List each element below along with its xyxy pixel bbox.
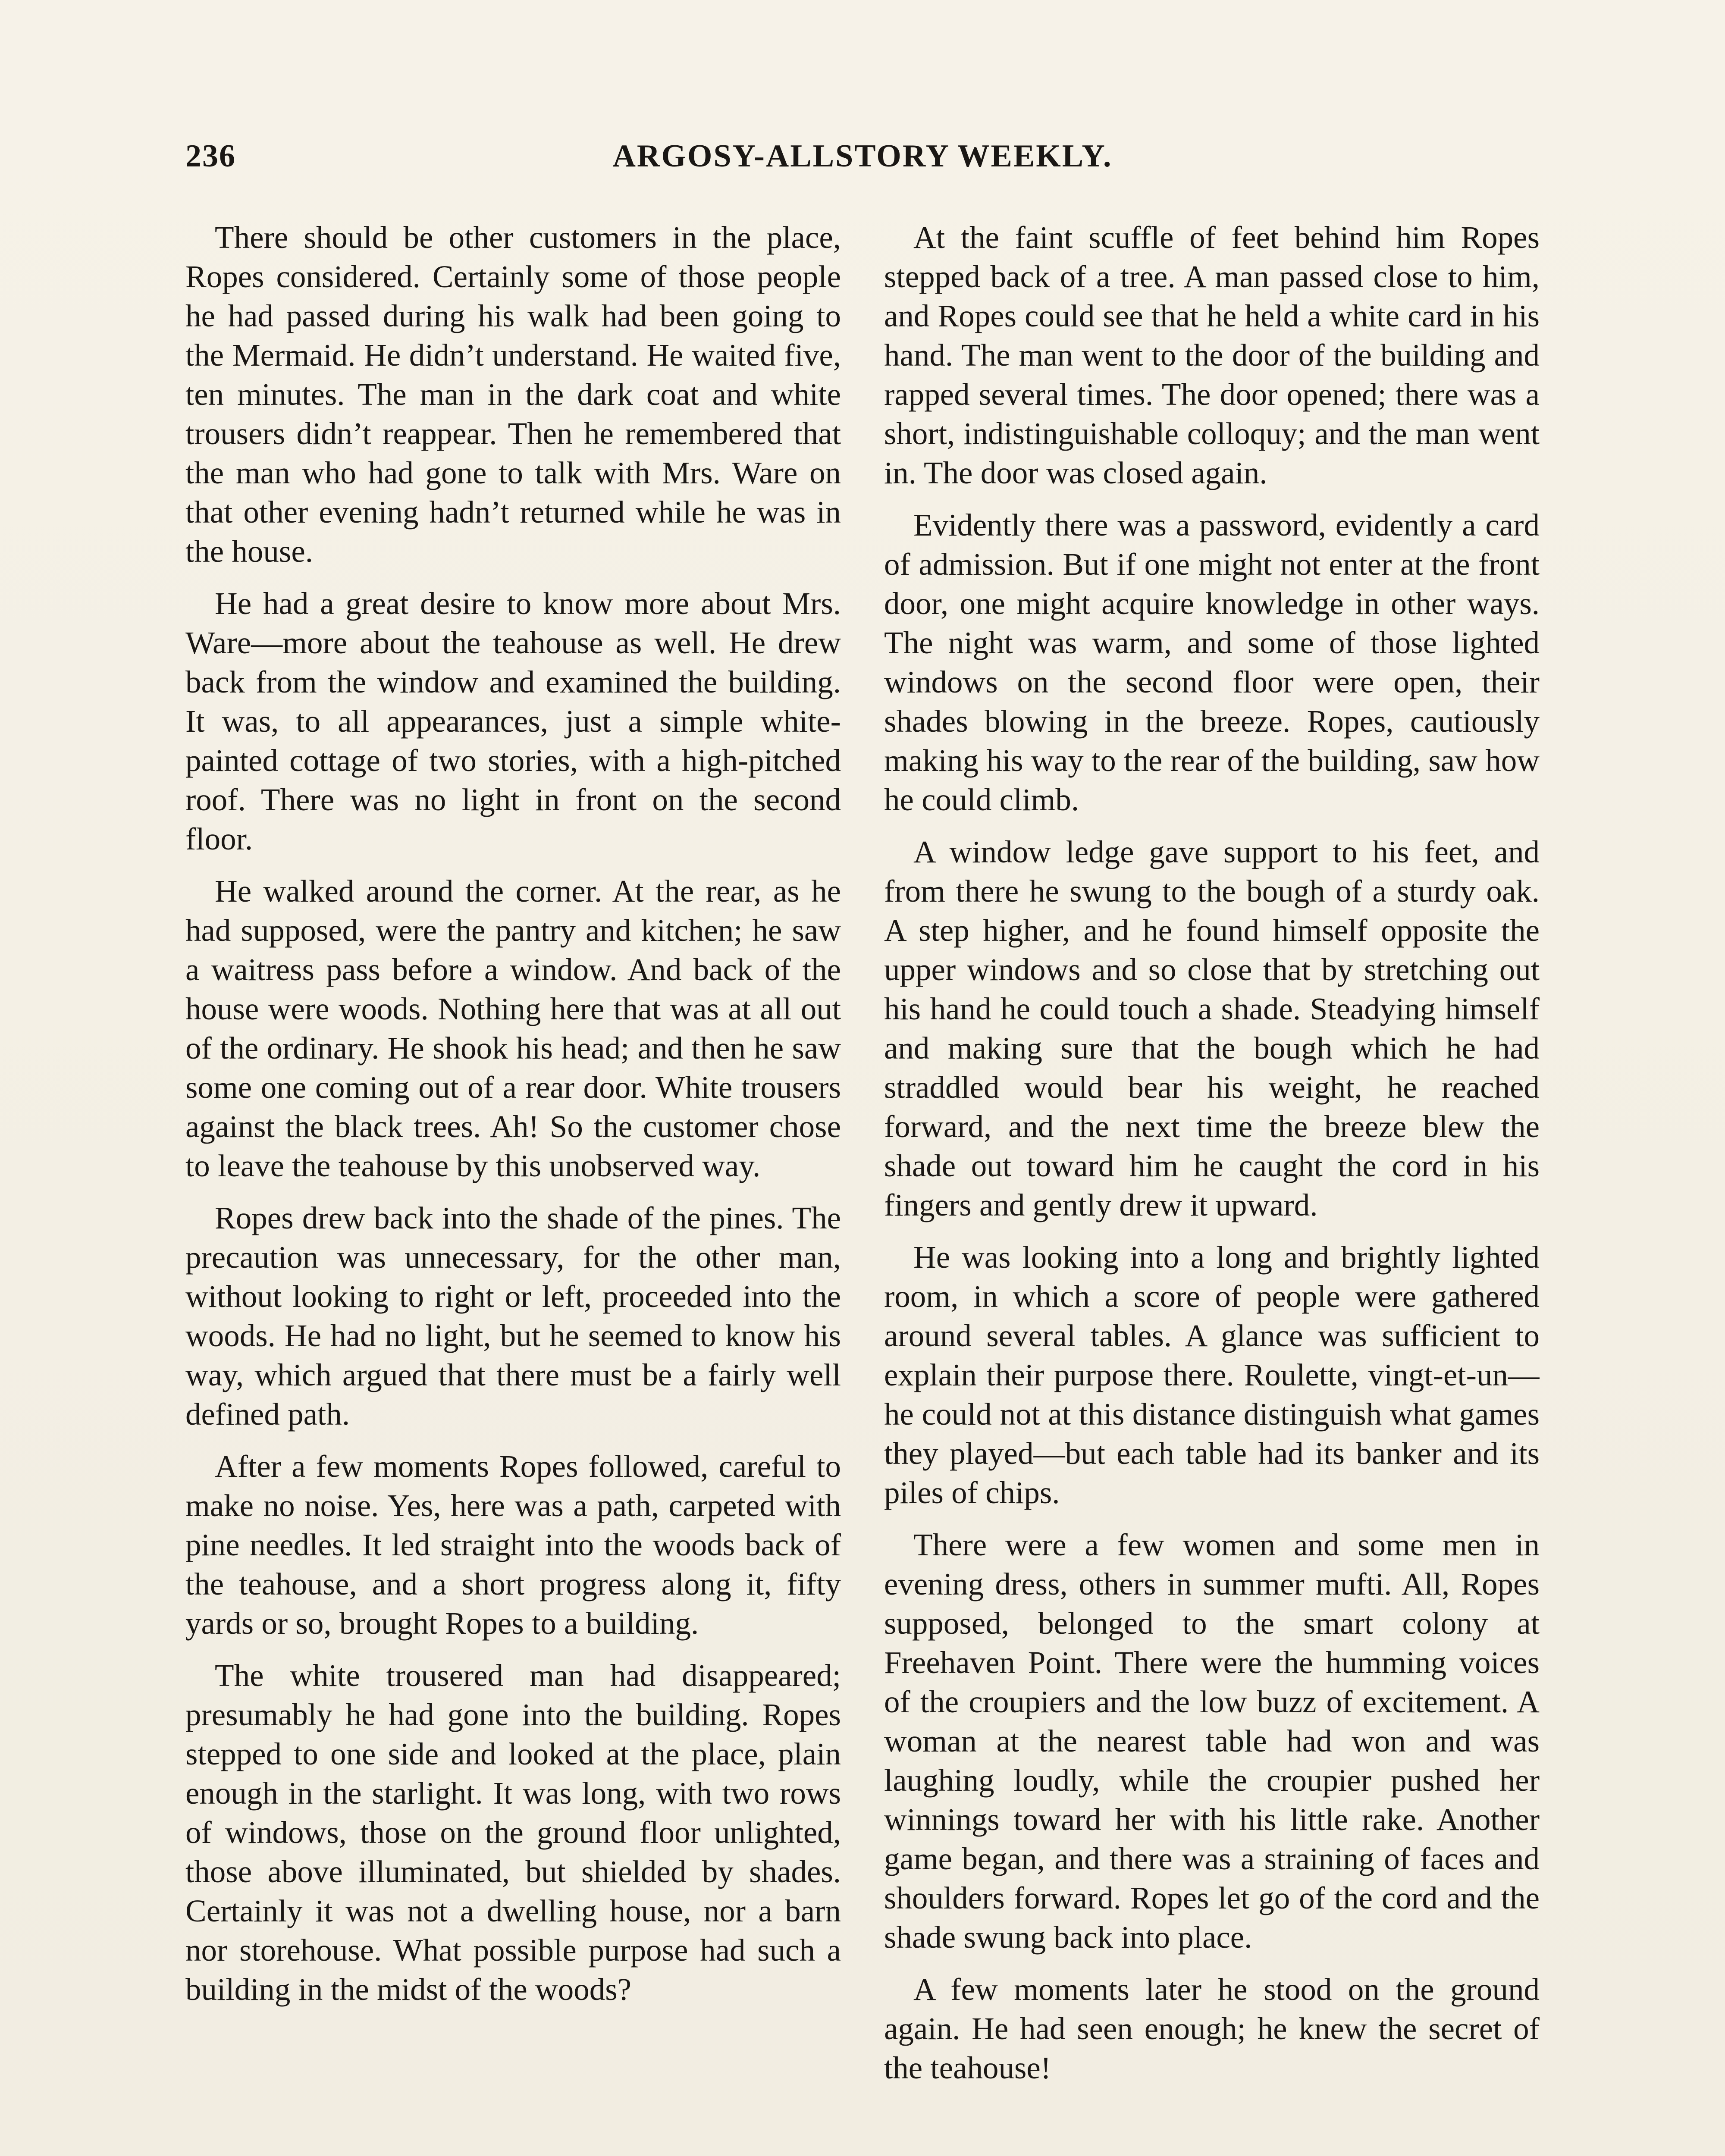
paragraph: After a few moments Ropes followed, careful to make no noise. Yes, here was a path, carpeted with pine needles. It led straight into the woods back of the teahouse, and a short progress along it, fifty yards or so, brought Ropes to a building. <box>185 1449 841 1641</box>
paragraph: He was looking into a long and brightly lighted room, in which a score of people were gathered around several tables. A glance was sufficient to explain their purpose there. Roulette, vingt-et-un—he could not at this distance distinguish what games they played—but each table had its banker and its piles of chips. <box>884 1240 1540 1510</box>
right-column <box>884 218 1540 2156</box>
paragraph: He walked around the corner. At the rear, as he had supposed, were the pantry and kitchen; he saw a waitress pass before a window. And back of the house were woods. Nothing here that was at all out of the ordinary. He shook his head; and then he saw some one coming out of a rear door. White trousers against the black trees. Ah! So the customer chose to leave the teahouse by this unobserved way. <box>185 874 841 1183</box>
paragraph: The white trousered man had disappeared; presumably he had gone into the building. Ropes stepped to one side and looked at the place, plain enough in the starlight. It was long, with two rows of windows, those on the ground floor unlighted, those above illuminated, but shielded by shades. Certainly it was not a dwelling house, nor a barn nor storehouse. What possible purpose had such a building in the midst of the woods? <box>185 1658 841 2007</box>
page-header <box>185 138 1540 190</box>
paragraph: Ropes drew back into the shade of the pines. The precaution was unnecessary, for the other man, without looking to right or left, proceeded into the woods. He had no light, but he seemed to know his way, which argued that there must be a fairly well defined path. <box>185 1200 841 1432</box>
paragraph: There should be other customers in the place, Ropes considered. Certainly some of those people he had passed during his walk had been going to the Mermaid. He didn’t understand. He waited five, ten minutes. The man in the dark coat and white trousers didn’t reappear. Then he remembered that the man who had gone to talk with Mrs. Ware on that other evening hadn’t returned while he was in the house. <box>185 220 841 569</box>
left-column <box>185 218 841 2156</box>
paragraph: At the faint scuffle of feet behind him Ropes stepped back of a tree. A man passed close to him, and Ropes could see that he held a white card in his hand. The man went to the door of the building and rapped several times. The door opened; there was a short, indistinguishable colloquy; and the man went in. The door was closed again. <box>884 220 1540 490</box>
paragraph: A few moments later he stood on the ground again. He had seen enough; he knew the secret of the teahouse! <box>884 1972 1540 2085</box>
paragraph: Evidently there was a password, evidently a card of admission. But if one might not enter at the front door, one might acquire knowledge in other ways. The night was warm, and some of those lighted windows on the second floor were open, their shades blowing in the breeze. Ropes, cautiously making his way to the rear of the building, saw how he could climb. <box>884 508 1540 817</box>
paragraph: A window ledge gave support to his feet, and from there he swung to the bough of a sturdy oak. A step higher, and he found himself opposite the upper windows and so close that by stretching out his hand he could touch a shade. Steadying himself and making sure that the bough which he had straddled would bear his weight, he reached forward, and the next time the breeze blew the shade out toward him he caught the cord in his fingers and gently drew it upward. <box>884 834 1540 1222</box>
page-number: 236 <box>185 138 236 174</box>
paragraph: He had a great desire to know more about Mrs. Ware—more about the teahouse as well. He drew back from the window and examined the building. It was, to all appearances, just a simple white-painted cottage of two stories, with a high-pitched roof. There was no light in front on the second floor. <box>185 586 841 856</box>
text-columns <box>185 218 1540 2156</box>
running-head: ARGOSY-ALLSTORY WEEKLY. <box>612 138 1113 174</box>
paragraph: There were a few women and some men in evening dress, others in summer mufti. All, Ropes supposed, belonged to the smart colony at Freehaven Point. There were the humming voices of the croupiers and the low buzz of excitement. A woman at the nearest table had won and was laughing loudly, while the croupier pushed her winnings toward her with his little rake. Another game began, and there was a straining of faces and shoulders forward. Ropes let go of the cord and the shade swung back into place. <box>884 1527 1540 1955</box>
